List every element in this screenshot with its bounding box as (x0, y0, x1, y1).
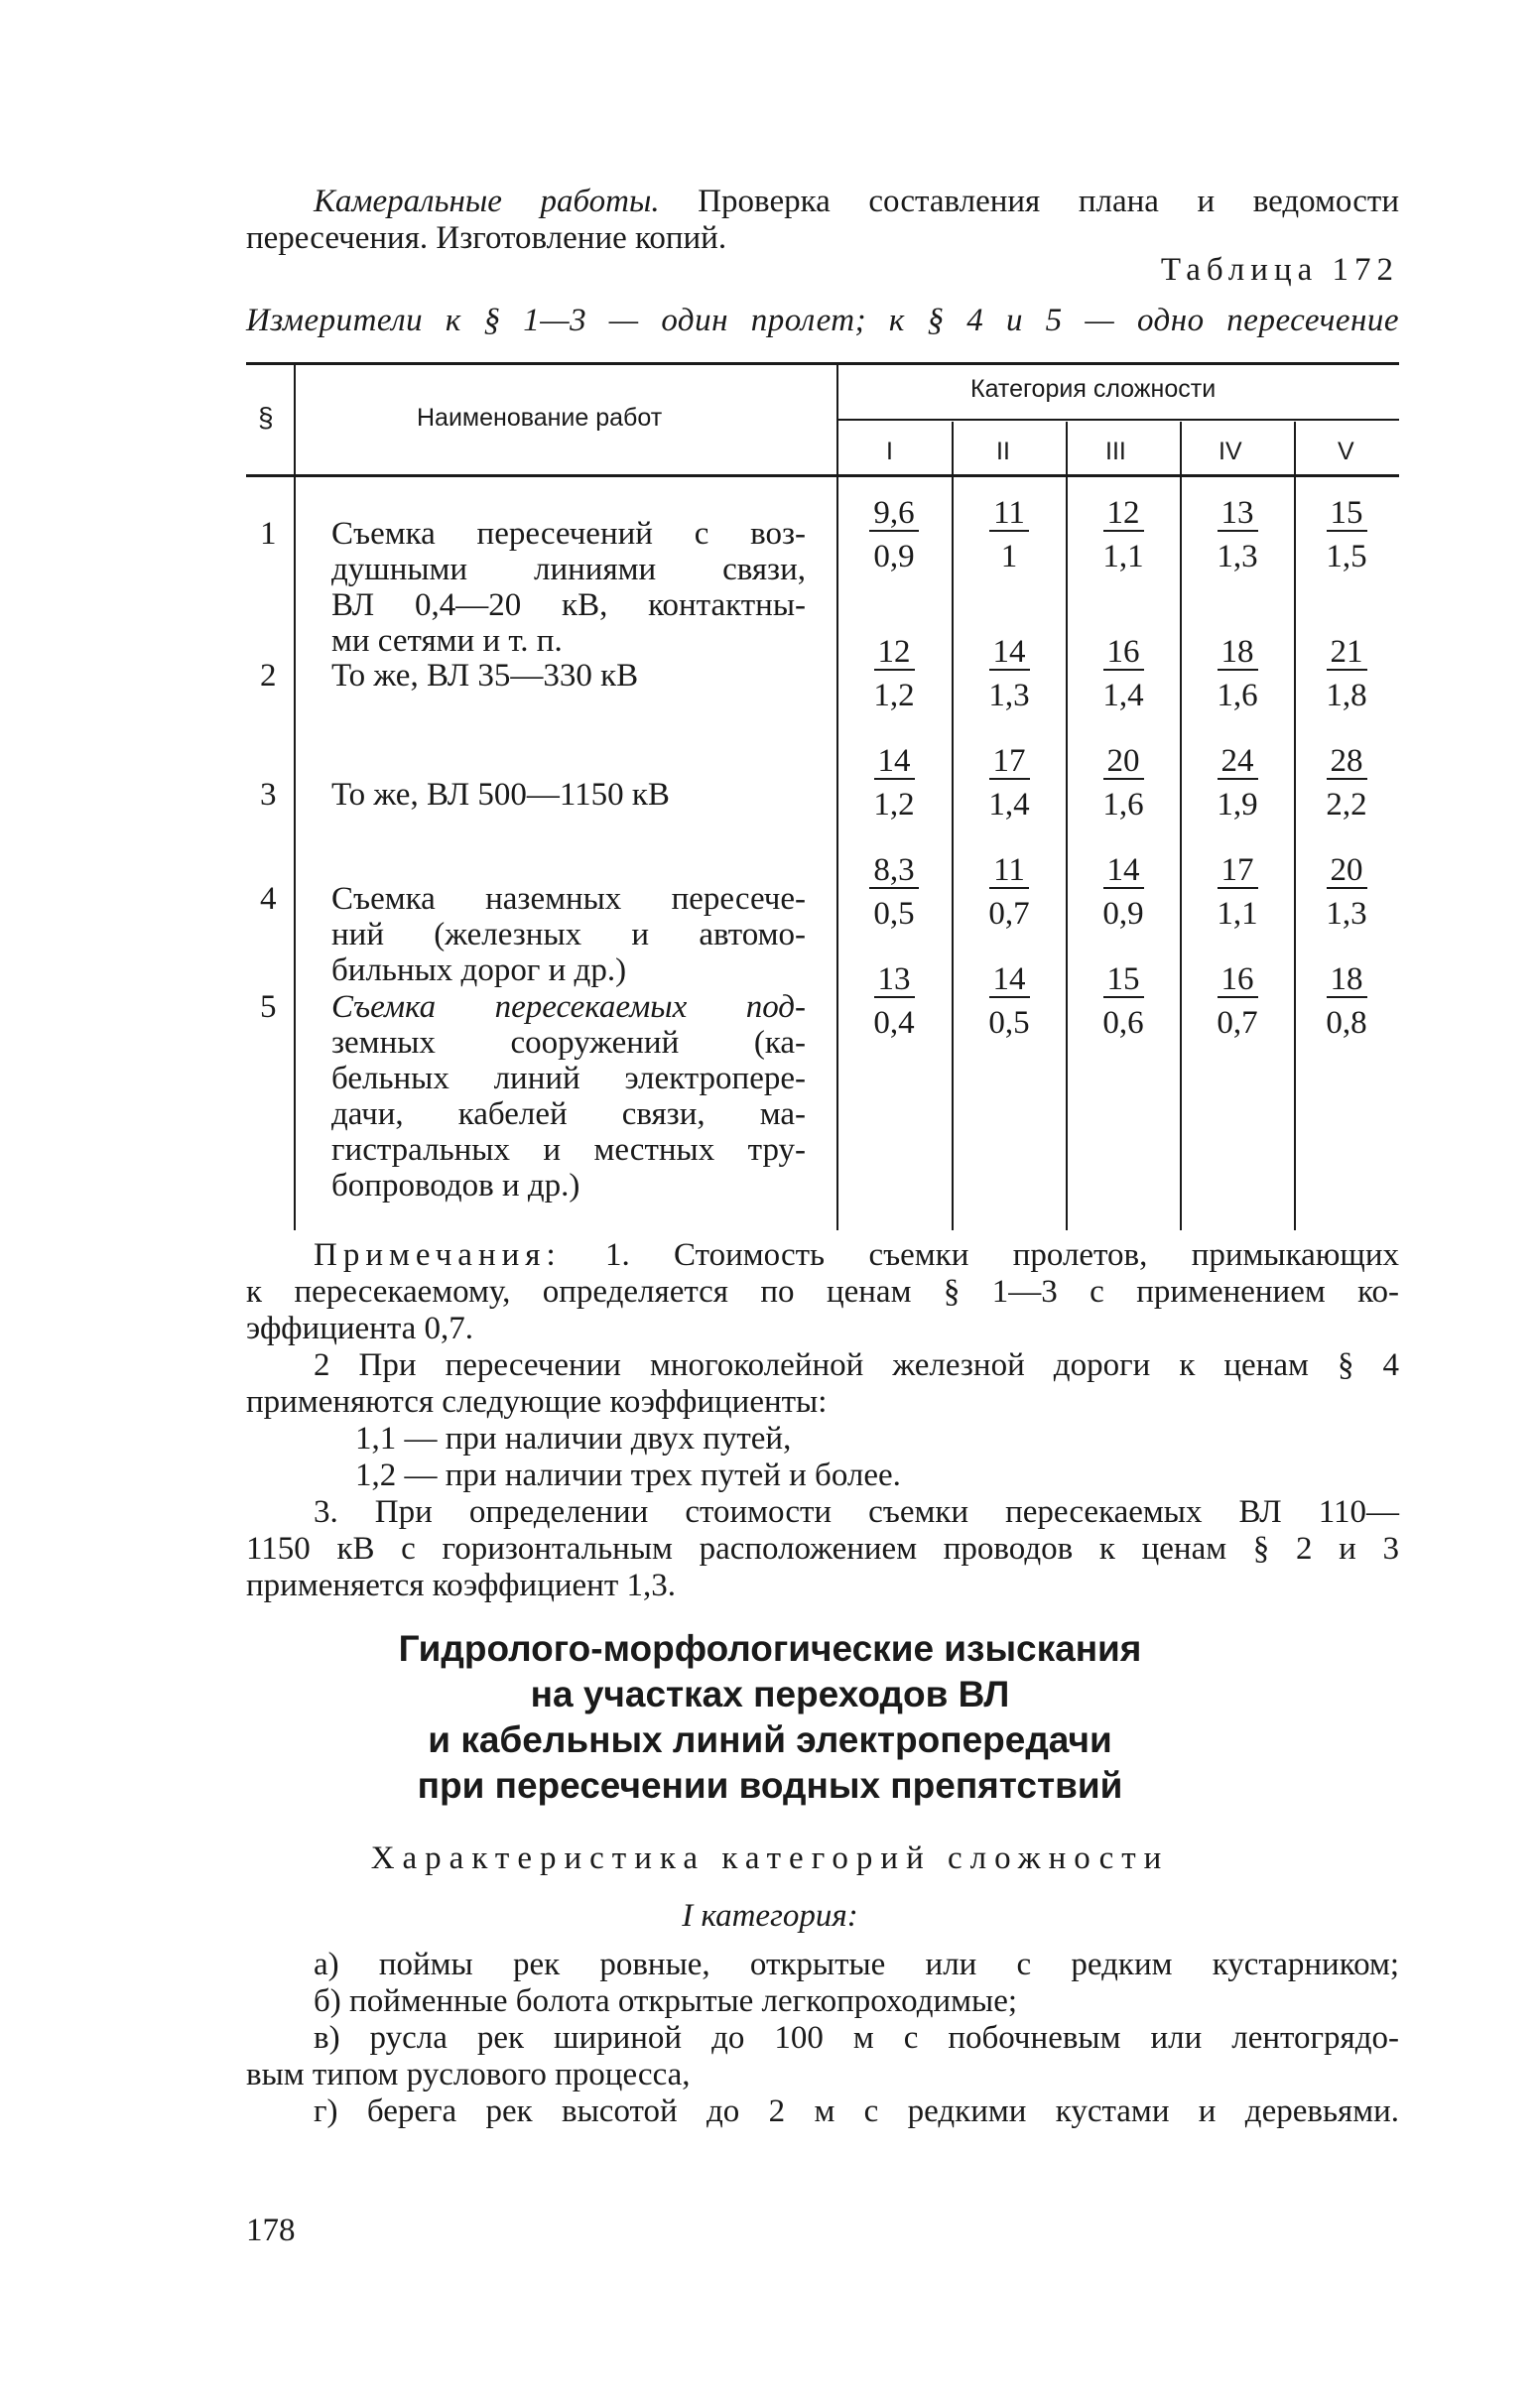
value-denominator: 0,6 (1102, 1005, 1144, 1041)
table-col-divider-1 (294, 362, 296, 1230)
category-label: I категория: (682, 1898, 858, 1934)
value-cell (844, 853, 944, 931)
value-numerator: 9,6 (869, 496, 918, 532)
note-2-line-1: 2 При пересечении многоколейной железной дороги к ценам § 4 (314, 1347, 1399, 1383)
value-numerator: 18 (1218, 635, 1258, 671)
value-numerator: 13 (874, 962, 915, 998)
value-cell (960, 496, 1059, 573)
value-numerator: 17 (1218, 853, 1258, 889)
value-denominator: 1,3 (988, 678, 1030, 713)
value-numerator: 20 (1327, 853, 1367, 889)
value-cell (960, 744, 1059, 822)
note-2-line-3: 1,1 — при наличии двух путей, (355, 1421, 792, 1457)
table-col-divider-3 (952, 422, 954, 1230)
value-denominator: 2,2 (1326, 787, 1367, 823)
value-denominator: 0,7 (1217, 1005, 1258, 1041)
value-numerator: 14 (874, 744, 915, 780)
value-cell (1074, 853, 1173, 931)
value-cell (1297, 635, 1396, 712)
item-d: г) берега рек высотой до 2 м с редкими кустами и деревьями. (314, 2093, 1399, 2129)
item-a: а) поймы рек ровные, открытые или с редким кустарником; (314, 1947, 1399, 1982)
value-numerator: 16 (1218, 962, 1258, 998)
row-1-number: 1 (260, 516, 277, 552)
note-1-line-3: эффициента 0,7. (246, 1311, 474, 1346)
value-numerator: 21 (1327, 635, 1367, 671)
value-denominator: 1,1 (1217, 896, 1258, 932)
value-denominator: 1,6 (1102, 787, 1144, 823)
value-numerator: 17 (989, 744, 1030, 780)
item-b: б) пойменные болота открытые легкопроходимые; (314, 1983, 1018, 2019)
value-numerator: 14 (989, 635, 1030, 671)
value-cell (1074, 635, 1173, 712)
value-numerator: 12 (874, 635, 915, 671)
value-cell (1188, 962, 1287, 1040)
notes-label: Примечания: (314, 1237, 562, 1273)
item-c-line-2: вым типом руслового процесса, (246, 2057, 691, 2092)
value-numerator: 11 (989, 853, 1029, 889)
value-denominator: 1,3 (1326, 896, 1367, 932)
value-numerator: 11 (989, 496, 1029, 532)
note-1-line-2: к пересекаемому, определяется по ценам § 1—3 с применением ко- (246, 1274, 1399, 1310)
header-section-sign: § (258, 402, 274, 433)
value-cell (960, 962, 1059, 1040)
value-numerator: 24 (1218, 744, 1258, 780)
value-cell (1188, 744, 1287, 822)
row-1-name: Съемка пересечений с воз- душными линиями связи, ВЛ 0,4—20 кВ, контактны- ми сетями и т. п. (331, 516, 806, 659)
value-numerator: 14 (989, 962, 1030, 998)
value-denominator: 1,5 (1326, 539, 1367, 574)
value-denominator: 1,9 (1217, 787, 1258, 823)
header-category-5: V (1338, 438, 1354, 465)
value-numerator: 8,3 (869, 853, 918, 889)
value-denominator: 0,4 (873, 1005, 915, 1041)
value-numerator: 15 (1103, 962, 1144, 998)
table-top-rule (246, 362, 1399, 365)
value-numerator: 20 (1103, 744, 1144, 780)
value-cell (844, 635, 944, 712)
value-denominator: 0,8 (1326, 1005, 1367, 1041)
table-category-rule (838, 419, 1399, 421)
value-denominator: 1,2 (873, 678, 915, 713)
section-heading-line-3: и кабельных линий электропередачи (428, 1719, 1112, 1760)
value-cell (1297, 744, 1396, 822)
value-cell (844, 496, 944, 573)
value-denominator: 1,6 (1217, 678, 1258, 713)
row-4-name: Съемка наземных пересече- ний (железных и автомо- бильных дорог и др.) (331, 881, 806, 988)
value-cell (960, 853, 1059, 931)
value-cell (1188, 635, 1287, 712)
value-cell (1188, 853, 1287, 931)
value-denominator: 0,5 (988, 1005, 1030, 1041)
value-cell (1188, 496, 1287, 573)
note-2-line-4: 1,2 — при наличии трех путей и более. (355, 1457, 901, 1493)
row-5-number: 5 (260, 989, 277, 1025)
value-cell (1297, 853, 1396, 931)
row-4-number: 4 (260, 881, 277, 917)
header-category-4: IV (1219, 438, 1242, 465)
header-work-name: Наименование работ (417, 404, 663, 432)
table-units-note: Измерители к § 1—3 — один пролет; к § 4 и 5 — одно пересечение (246, 303, 1399, 338)
value-denominator: 0,9 (1102, 896, 1144, 932)
value-numerator: 15 (1327, 496, 1367, 532)
value-numerator: 18 (1327, 962, 1367, 998)
header-category-group: Категория сложности (970, 375, 1217, 403)
note-3-line-2: 1150 кВ с горизонтальным расположением проводов к ценам § 2 и 3 (246, 1531, 1399, 1567)
section-heading-line-2: на участках переходов ВЛ (530, 1674, 1010, 1714)
value-numerator: 13 (1218, 496, 1258, 532)
value-denominator: 0,7 (988, 896, 1030, 932)
table-col-divider-6 (1294, 422, 1296, 1230)
value-cell (1074, 962, 1173, 1040)
table-col-divider-5 (1180, 422, 1182, 1230)
value-denominator: 1,1 (1102, 539, 1144, 574)
section-heading-line-4: при пересечении водных препятствий (417, 1765, 1123, 1806)
value-numerator: 12 (1103, 496, 1144, 532)
section-heading-line-1: Гидролого-морфологические изыскания (398, 1628, 1142, 1669)
pricing-table (246, 362, 1399, 1230)
value-cell (844, 962, 944, 1040)
note-3-line-3: применяется коэффициент 1,3. (246, 1568, 676, 1603)
value-cell (1074, 496, 1173, 573)
table-header-rule (246, 474, 1399, 477)
notes-block (246, 1237, 1399, 1604)
section-subheading: Характеристика категорий сложности (370, 1840, 1170, 1876)
value-cell (1297, 962, 1396, 1040)
page-number: 178 (246, 2213, 296, 2248)
value-denominator: 1,2 (873, 787, 915, 823)
value-cell (1297, 496, 1396, 573)
value-denominator: 0,5 (873, 896, 915, 932)
row-3-number: 3 (260, 777, 277, 813)
value-numerator: 28 (1327, 744, 1367, 780)
intro-label: Камеральные работы. (314, 184, 660, 219)
row-5-name: Съемка пересекаемых под- земных сооружений (ка- бельных линий электропере- дачи, кабелей связи, ма- гистральных и местных тру- бопроводов и др.) (331, 989, 806, 1204)
value-denominator: 1,8 (1326, 678, 1367, 713)
table-col-divider-2 (836, 362, 838, 1230)
value-denominator: 1,3 (1217, 539, 1258, 574)
value-numerator: 16 (1103, 635, 1144, 671)
note-3-line-1: 3. При определении стоимости съемки пересекаемых ВЛ 110— (314, 1494, 1399, 1530)
category-items (246, 1947, 1399, 2130)
value-denominator: 0,9 (873, 539, 915, 574)
value-denominator: 1 (1000, 539, 1018, 574)
header-category-2: II (996, 438, 1010, 465)
table-caption: Таблица 172 (1160, 252, 1399, 288)
value-cell (960, 635, 1059, 712)
row-2-number: 2 (260, 658, 277, 694)
value-denominator: 1,4 (988, 787, 1030, 823)
value-cell (1074, 744, 1173, 822)
header-category-1: I (886, 438, 893, 465)
note-2-line-2: применяются следующие коэффициенты: (246, 1384, 828, 1420)
value-cell (844, 744, 944, 822)
value-numerator: 14 (1103, 853, 1144, 889)
note-1-line-1: 1. Стоимость съемки пролетов, примыкающих (561, 1237, 1399, 1273)
row-3-name: То же, ВЛ 500—1150 кВ (331, 777, 670, 813)
table-col-divider-4 (1066, 422, 1068, 1230)
intro-paragraph (246, 184, 1399, 257)
intro-text-line-1: Проверка составления плана и ведомости (659, 184, 1399, 219)
header-category-3: III (1105, 438, 1126, 465)
row-2-name: То же, ВЛ 35—330 кВ (331, 658, 639, 694)
item-c-line-1: в) русла рек шириной до 100 м с побочневым или лентогрядо- (314, 2020, 1399, 2056)
intro-text-line-2: пересечения. Изготовление копий. (246, 220, 727, 256)
value-denominator: 1,4 (1102, 678, 1144, 713)
